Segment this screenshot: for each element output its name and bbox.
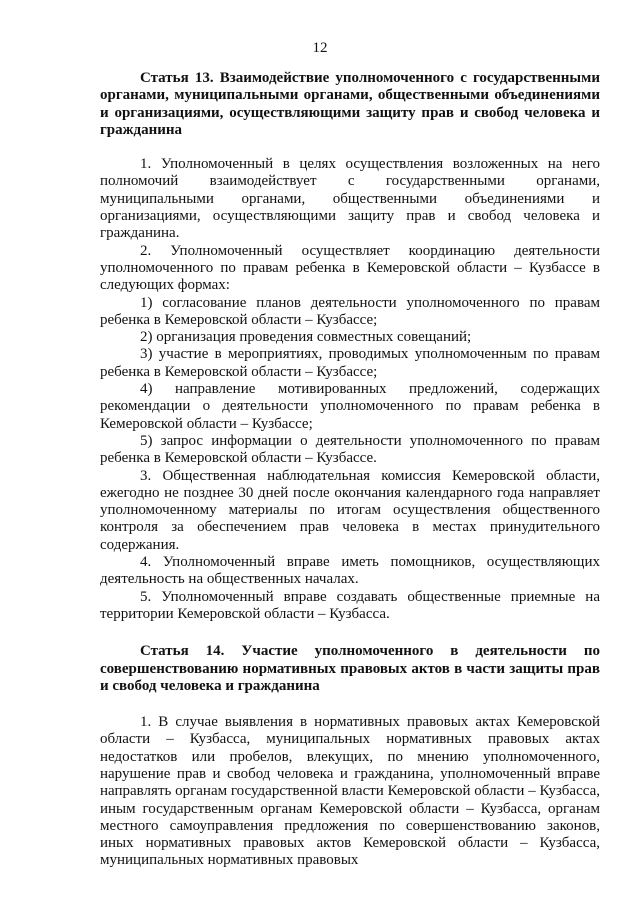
article-13-heading: Статья 13. Взаимодействие уполномоченного с государственными органами, муниципальными органами, общественными объединениями и организациями, осуществляющими защиту прав и свобод человека и гражданина (100, 70, 600, 138)
article-13-item-4: 4) направление мотивированных предложений, содержащих рекомендации о деятельности уполномоченного по правам ребенка в Кемеровской области – Кузбассе; (100, 381, 600, 432)
article-13-item-1: 1) согласование планов деятельности уполномоченного по правам ребенка в Кемеровской области – Кузбассе; (100, 294, 600, 328)
article-13-paragraph-2: 2. Уполномоченный осуществляет координацию деятельности уполномоченного по правам ребенка в Кемеровской области – Кузбассе в следующих формах: (100, 242, 600, 294)
document-body (100, 70, 600, 870)
article-14-heading: Статья 14. Участие уполномоченного в деятельности по совершенствованию нормативных правовых актов в части защиты прав и свобод человека и гражданина (100, 643, 600, 694)
page-number: 12 (312, 40, 328, 56)
article-13-paragraph-4: 4. Уполномоченный вправе иметь помощников, осуществляющих деятельность на общественных началах. (100, 554, 600, 588)
article-13-item-2: 2) организация проведения совместных совещаний; (140, 329, 472, 346)
article-13-paragraph-5: 5. Уполномоченный вправе создавать общественные приемные на территории Кемеровской области – Кузбасса. (100, 588, 600, 622)
article-13-paragraph-1: 1. Уполномоченный в целях осуществления возложенных на него полномочий взаимодействует с государственными органами, муниципальными органами, общественными объединениями и организациями, осуществляющими защиту прав и свобод человека и гражданина. (100, 156, 600, 242)
article-13-paragraph-3: 3. Общественная наблюдательная комиссия Кемеровской области, ежегодно не позднее 30 дней после окончания календарного года направляет уполномоченному материалы по итогам осуществления общественного контроля за обеспечением прав человека в местах принудительного содержания. (100, 467, 600, 553)
article-13-item-3: 3) участие в мероприятиях, проводимых уполномоченным по правам ребенка в Кемеровской области – Кузбассе; (100, 346, 600, 380)
article-13-item-5: 5) запрос информации о деятельности уполномоченного по правам ребенка в Кемеровской области – Кузбассе. (100, 432, 600, 467)
article-14-paragraph-1: 1. В случае выявления в нормативных правовых актах Кемеровской области – Кузбасса, муниципальных нормативных правовых актах недостатков или пробелов, влекущих, по мнению уполномоченного, нарушение прав и свобод человека и гражданина, уполномоченный вправе направлять органам государственной власти Кемеровской области – Кузбасса, иным государственным органам Кемеровской области – Кузбасса, органам местного самоуправления предложения по совершенствованию законов, иных нормативных правовых актов Кемеровской области – Кузбасса, муниципальных нормативных правовых (100, 714, 600, 869)
